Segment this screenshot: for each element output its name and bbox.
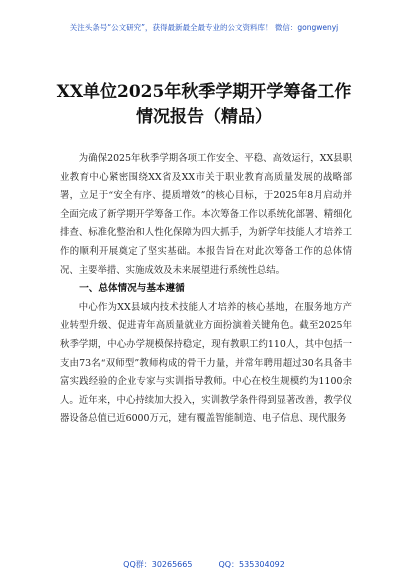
section-1-paragraph: 中心作为XX县域内技术技能人才培养的核心基地，在服务地方产业转型升级、促进青年高质量就业方面扮演着关键角色。截至2025年秋季学期，中心办学规模保持稳定，现有教职工约110人，其中包括一支由73名“双师型”教师构成的骨干力量，并常年聘用超过30名具备丰富实践经验的企业专家与实训指导教师。中心在校生规模约为1100余人。近年来，中心持续加大投入，实训教学条件得到显著改善，教学仪器设备总值已近6000万元，建有覆盖智能制造、电子信息、现代服务 bbox=[60, 301, 352, 425]
title-line-2: 情况报告（精品） bbox=[136, 107, 272, 127]
intro-paragraph: 为确保2025年秋季学期各项工作安全、平稳、高效运行，XX县职业教育中心紧密围绕XX省及XX市关于职业教育高质量发展的战略部署，立足于“安全有序、提质增效”的核心目标，于2025年8月启动并全面完成了新学期开学筹备工作。本次筹备工作以系统化部署、精细化排查、标准化整治和人性化保障为四大抓手，为新学年技能人才培养工作的顺利开展奠定了坚实基础。本报告旨在对此次筹备工作的总体情况、主要举措、实施成效及未来展望进行系统性总结。 bbox=[60, 153, 352, 276]
qq-group-number: QQ群：30265665 bbox=[123, 560, 193, 569]
contact-footer bbox=[0, 559, 408, 570]
document-title bbox=[0, 80, 408, 130]
title-line-1: XX单位2025年秋季学期开学筹备工作 bbox=[56, 82, 352, 102]
document-body bbox=[60, 150, 352, 429]
qq-number: QQ：535304092 bbox=[218, 560, 285, 569]
section-heading-1: 一、总体情况与基本遵循 bbox=[79, 283, 185, 295]
promo-banner: 关注头条号“公文研究”，获得最新最全最专业的公文资料库！ 微信：gongwenyj bbox=[69, 23, 339, 32]
